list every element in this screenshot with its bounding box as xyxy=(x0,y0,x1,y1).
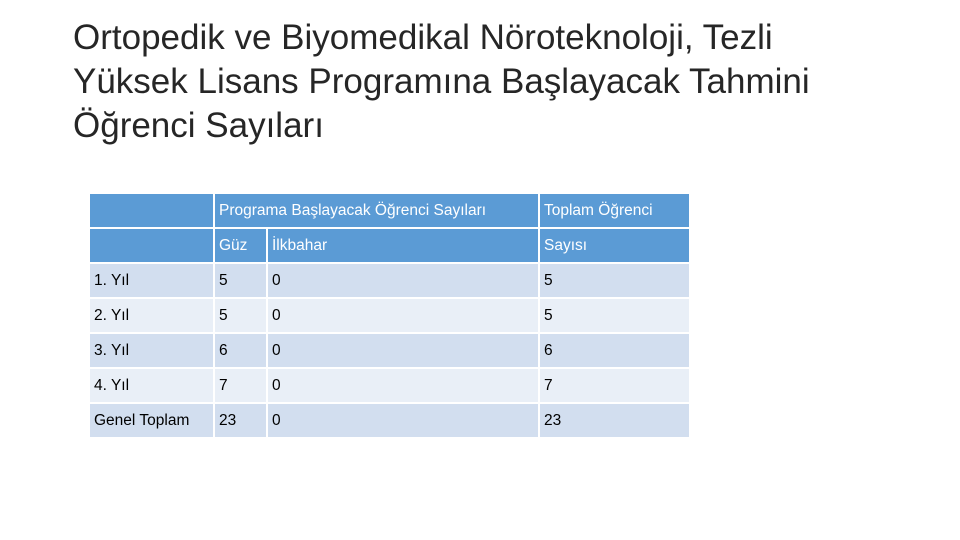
row-guz-value: 5 xyxy=(215,264,266,297)
row-label: 2. Yıl xyxy=(90,299,213,332)
row-ilkbahar-value: 0 xyxy=(268,264,538,297)
subheader-ilkbahar: İlkbahar xyxy=(268,229,538,262)
row-label: 3. Yıl xyxy=(90,334,213,367)
row-ilkbahar-value: 0 xyxy=(268,369,538,402)
row-ilkbahar-value: 0 xyxy=(268,334,538,367)
row-total-value: 23 xyxy=(540,404,689,437)
row-label: Genel Toplam xyxy=(90,404,213,437)
table-row xyxy=(90,369,689,402)
row-total-value: 7 xyxy=(540,369,689,402)
header-empty-cell xyxy=(90,194,213,227)
row-label: 4. Yıl xyxy=(90,369,213,402)
table-header-row xyxy=(90,194,689,227)
table-subheader-row xyxy=(90,229,689,262)
row-total-value: 6 xyxy=(540,334,689,367)
header-total-line-2: Sayısı xyxy=(540,229,689,262)
row-ilkbahar-value: 0 xyxy=(268,299,538,332)
slide-title-line-3: Öğrenci Sayıları xyxy=(73,106,324,145)
row-total-value: 5 xyxy=(540,264,689,297)
row-total-value: 5 xyxy=(540,299,689,332)
table-total-row xyxy=(90,404,689,437)
table-row xyxy=(90,334,689,367)
subheader-empty-cell xyxy=(90,229,213,262)
header-total-line-1: Toplam Öğrenci xyxy=(540,194,689,227)
student-count-table xyxy=(88,192,691,439)
row-guz-value: 7 xyxy=(215,369,266,402)
slide-title xyxy=(73,16,893,148)
row-guz-value: 23 xyxy=(215,404,266,437)
table-row xyxy=(90,264,689,297)
row-label: 1. Yıl xyxy=(90,264,213,297)
table-row xyxy=(90,299,689,332)
header-program-group: Programa Başlayacak Öğrenci Sayıları xyxy=(215,194,538,227)
row-guz-value: 5 xyxy=(215,299,266,332)
subheader-guz: Güz xyxy=(215,229,266,262)
slide-title-line-1: Ortopedik ve Biyomedikal Nöroteknoloji, Tezli xyxy=(73,18,773,57)
slide-title-line-2: Yüksek Lisans Programına Başlayacak Tahmini xyxy=(73,62,810,101)
row-ilkbahar-value: 0 xyxy=(268,404,538,437)
row-guz-value: 6 xyxy=(215,334,266,367)
